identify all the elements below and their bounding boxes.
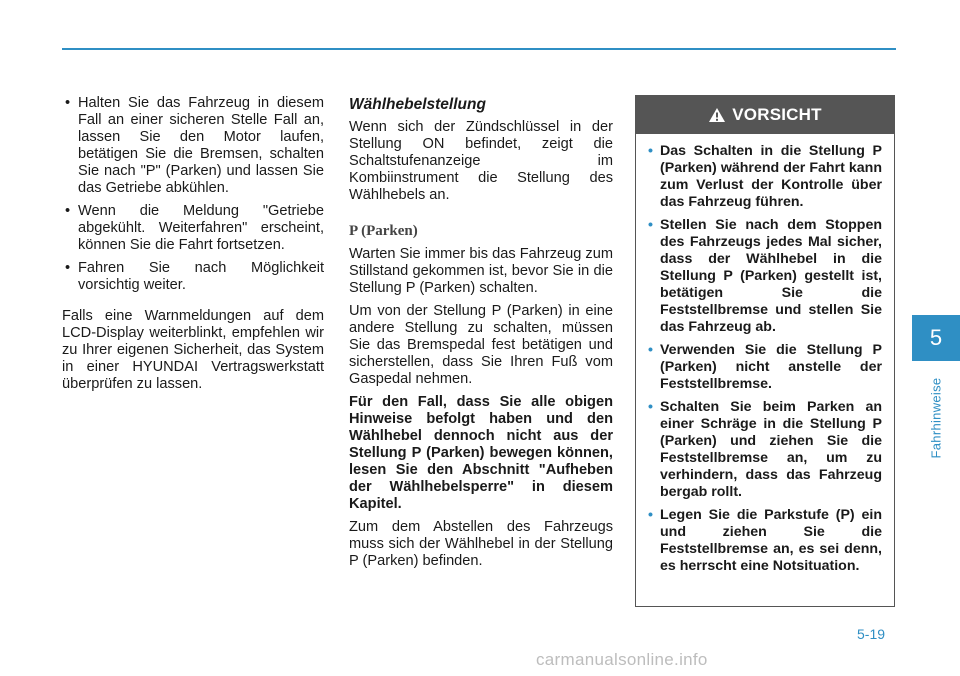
body-paragraph: Zum dem Abstellen des Fahrzeugs muss sich der Wählhebel in der Stellung P (Parken) befinden. xyxy=(349,519,613,569)
list-item: • Legen Sie die Parkstufe (P) ein und ziehen Sie die Feststellbremse an, es sei denn, es herrscht eine Notsituation. xyxy=(648,507,882,575)
list-item: • Verwenden Sie die Stellung P (Parken) nicht anstelle der Feststellbremse. xyxy=(648,342,882,393)
bold-paragraph: Für den Fall, dass Sie alle obigen Hinweise befolgt haben und den Wählhebel dennoch nicht aus der Stellung P (Parken) bewegen können, lesen Sie den Abschnitt "Aufheben der Wählhebelsperre" in diesem Kapitel. xyxy=(349,394,613,512)
watermark: carmanualsonline.info xyxy=(536,650,708,669)
middle-column xyxy=(349,95,613,570)
caution-box xyxy=(635,95,895,607)
list-item: • Schalten Sie beim Parken an einer Schräge in die Stellung P (Parken) und ziehen Sie die Feststellbremse an, um zu verhindern, dass das Fahrzeug bergab rollt. xyxy=(648,399,882,501)
chapter-name: Fahrhinweise xyxy=(928,377,944,459)
list-item: • Fahren Sie nach Möglichkeit vorsichtig weiter. xyxy=(62,260,324,294)
intro-paragraph: Wenn sich der Zündschlüssel in der Stellung ON befindet, zeigt die Schaltstufenanzeige im Kombiinstrument die Stellung des Wählhebels an. xyxy=(349,119,613,203)
left-bullet-list xyxy=(62,95,324,294)
list-item: • Das Schalten in die Stellung P (Parken) während der Fahrt kann zum Verlust der Kontrolle über das Fahrzeug führen. xyxy=(648,143,882,211)
list-item: • Stellen Sie nach dem Stoppen des Fahrzeugs jedes Mal sicher, dass der Wählhebel in die Stellung P (Parken) gestellt ist, betätigen Sie die Feststellbremse und stellen Sie das Fahrzeug ab. xyxy=(648,217,882,336)
top-divider xyxy=(62,48,896,50)
page-number: 5-19 xyxy=(857,626,886,642)
caution-header xyxy=(636,96,894,134)
sub-heading: P (Parken) xyxy=(349,223,418,239)
caution-body xyxy=(636,134,894,575)
body-paragraph: Um von der Stellung P (Parken) in eine andere Stellung zu schalten, müssen Sie das Bremspedal fest betätigen und sicherstellen, dass Sie Ihren Fuß vom Gaspedal nehmen. xyxy=(349,303,613,387)
section-heading: Wählhebelstellung xyxy=(349,96,486,113)
left-column xyxy=(62,95,324,393)
caution-list xyxy=(648,143,882,575)
body-paragraph: Warten Sie immer bis das Fahrzeug zum Stillstand gekommen ist, bevor Sie in die Stellung P (Parken) schalten. xyxy=(349,246,613,296)
list-item: • Halten Sie das Fahrzeug in diesem Fall an einer sicheren Stelle Fall an, lassen Sie den Motor laufen, betätigen Sie die Bremsen, schalten Sie nach "P" (Parken) und lassen Sie das Getriebe abkühlen. xyxy=(62,95,324,197)
chapter-tab: 5 xyxy=(912,315,960,361)
caution-title: VORSICHT xyxy=(732,105,822,124)
list-item: • Wenn die Meldung "Getriebe abgekühlt. Weiterfahren" erscheint, können Sie die Fahrt fortsetzen. xyxy=(62,203,324,254)
warning-triangle-icon xyxy=(708,107,726,123)
left-paragraph: Falls eine Warnmeldungen auf dem LCD-Display weiterblinkt, empfehlen wir zu Ihrer eigenen Sicherheit, das System in einer HYUNDAI Vertragswerkstatt überprüfen zu lassen. xyxy=(62,308,324,392)
